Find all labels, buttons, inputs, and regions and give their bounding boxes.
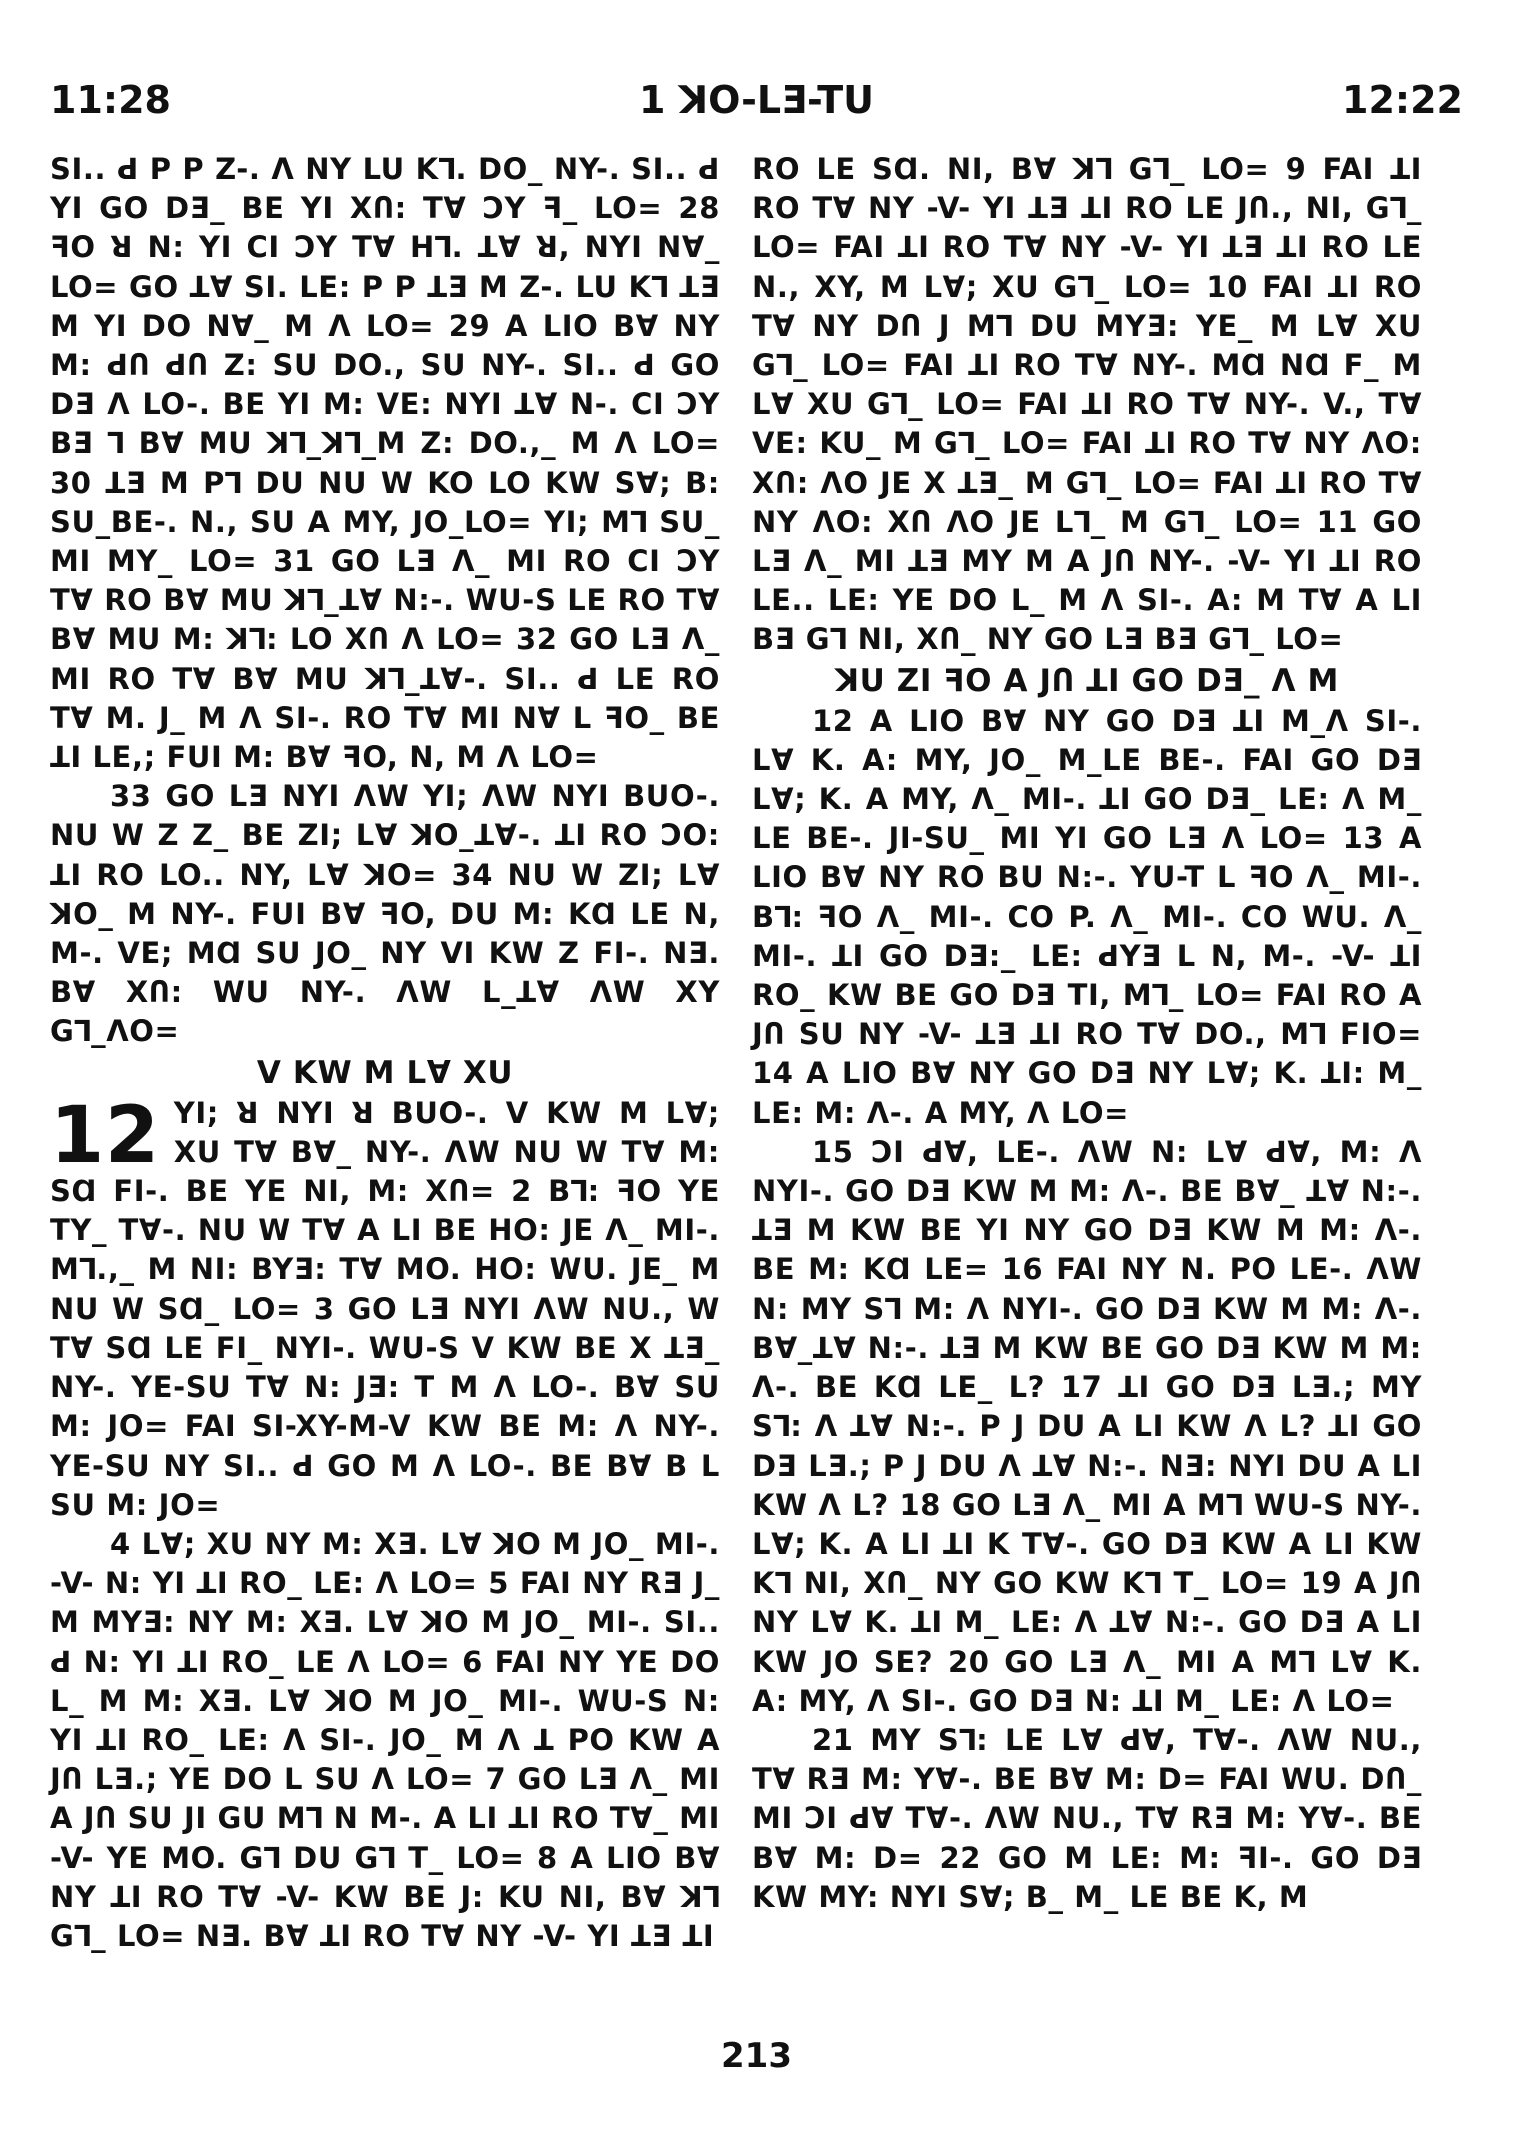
page-number: 213 bbox=[721, 2036, 792, 2076]
header-book-title: 1 ꓘO-LƎ-TU bbox=[638, 78, 875, 122]
chapter-block bbox=[50, 1090, 720, 1525]
header-right-reference: 12:22 bbox=[1342, 78, 1463, 122]
paragraph: YI; ꓤ NYI ꓤ BUO-. V KW M LⱯ; XU TⱯ BⱯ_ NY-. ɅW NU W TⱯ M: SⱭ FI-. BE YE NI, M: XՈ= 2 Bꓶ: ꟻO YE TY_ TⱯ-. NU W TⱯ A LI BE HO: JE Λ_ MI-. Mꓶ.,_ M NI: BYƎ: TⱯ MO. HO: WU. JE_ M NU W SⱭ_ LO= 3 GO LƎ NYI ɅW NU., W TⱯ SⱭ LE FI_ NYI-. WU-S V KW BE X ꓕƎ_ NY-. YE-SU TⱯ N: JƎ: T M Λ LO-. BⱯ SU M: JO= FAI SI-XY-M-V KW BE M: Λ NY-. YE-SU NY SI.. ꓒ GO M Λ LO-. BE BⱯ B L SU M: JO= bbox=[50, 1095, 720, 1522]
paragraph: 15 ƆI ꓒⱯ, LE-. ɅW N: LⱯ ꓒⱯ, M: Λ NYI-. GO DƎ KW M M: Λ-. BE BⱯ_ ꓕⱯ N:-. ꓕƎ M KW BE YI NY GO DƎ KW M M: Λ-. BE M: KⱭ LE= 16 FAI NY N. PO LE-. ɅW N: MY Sꓶ M: Λ NYI-. GO DƎ KW M M: Λ-. BⱯ_ꓕⱯ N:-. ꓕƎ M KW BE GO DƎ KW M M: Λ-. BE KⱭ LE_ L? 17 ꓕI GO DƎ LƎ.; MY Sꓶ: Λ ꓕⱯ N:-. P J DU A LI KW Λ L? ꓕI GO DƎ LƎ.; P J DU Λ ꓕⱯ N:-. NƎ: NYI DU A LI KW Λ L? 18 GO LƎ Λ_ MI A Mꓶ WU-S NY-. LⱯ; K. A LI ꓕI K TⱯ-. GO DƎ KW A LI KW Kꓶ NI, XՈ_ NY GO KW Kꓶ T_ LO= 19 A JՈ NY LⱯ K. ꓕI M_ LE: Λ ꓕⱯ N:-. GO DƎ A LI KW JO SE? 20 GO LƎ Λ_ MI A Mꓶ LⱯ K. A: MY, Λ SI-. GO DƎ N: ꓕI M_ LE: Λ LO= bbox=[752, 1134, 1422, 1718]
paragraph: RO LE SⱭ. NI, BⱯ ꓘꓶ Gꓶ_ LO= 9 FAI ꓕI RO TⱯ NY -V- YI ꓕƎ ꓕI RO LE JՈ., NI, Gꓶ_ LO= FAI ꓕI RO TⱯ NY -V- YI ꓕƎ ꓕI RO LE N., XY, M LⱯ; XU Gꓶ_ LO= 10 FAI ꓕI RO TⱯ NY DՈ J Mꓶ DU MYƎ: YE_ M LⱯ XU Gꓶ_ LO= FAI ꓕI RO TⱯ NY-. MⱭ NⱭ F_ M LⱯ XU Gꓶ_ LO= FAI ꓕI RO TⱯ NY-. V., TⱯ VE: KU_ M Gꓶ_ LO= FAI ꓕI RO TⱯ NY ɅO: XՈ: ɅO JE X ꓕƎ_ M Gꓶ_ LO= FAI ꓕI RO TⱯ NY ɅO: XՈ ɅO JE Lꓶ_ M Gꓶ_ LO= 11 GO LƎ Λ_ MI ꓕƎ MY M A JՈ NY-. -V- YI ꓕI RO LE.. LE: YE DO L_ M Λ SI-. A: M TⱯ A LI BƎ Gꓶ NI, XՈ_ NY GO LƎ BƎ Gꓶ_ LO= bbox=[752, 152, 1422, 657]
left-column bbox=[50, 150, 720, 1956]
paragraph: SI.. ꓒ P P Z-. Λ NY LU Kꓶ. DO_ NY-. SI.. ꓒ YI GO DƎ_ BE YI XՈ: TⱯ ƆY ꟻ_ LO= 28 ꟻO ꓤ N: YI CI ƆY TⱯ Hꓶ. ꓕⱯ ꓤ, NYI NⱯ_ LO= GO ꓕⱯ SI. LE: P P ꓕƎ M Z-. LU Kꓶ ꓕƎ M YI DO NⱯ_ M Λ LO= 29 A LIO BⱯ NY M: ꓒՈ ꓒՈ Z: SU DO., SU NY-. SI.. ꓒ GO DƎ Λ LO-. BE YI M: VE: NYI ꓕⱯ N-. CI ƆY BƎ ꓶ BⱯ MU ꓘꓶ_ꓘꓶ_M Z: DO.,_ M Λ LO= 30 ꓕƎ M Pꓶ DU NU W KO LO KW SⱯ; B: SU_BE-. N., SU A MY, JO_LO= YI; Mꓶ SU_ MI MY_ LO= 31 GO LƎ Λ_ MI RO CI ƆY TⱯ RO BⱯ MU ꓘꓶ_ꓕⱯ N:-. WU-S LE RO TⱯ BⱯ MU M: ꓘꓶ: LO XՈ Λ LO= 32 GO LƎ Λ_ MI RO TⱯ BⱯ MU ꓘꓶ_ꓕⱯ-. SI.. ꓒ LE RO TⱯ M. J_ M Λ SI-. RO TⱯ MI NⱯ L ꟻO_ BE ꓕI LE,; FUI M: BⱯ ꟻO, N, M Λ LO= bbox=[50, 152, 720, 775]
paragraph: 21 MY Sꓶ: LE LⱯ ꓒⱯ, TⱯ-. ɅW NU., TⱯ RƎ M: YⱯ-. BE BⱯ M: D= FAI WU. DՈ_ MI ƆI ꓒⱯ TⱯ-. ɅW NU., TⱯ RƎ M: YⱯ-. BE BⱯ M: D= 22 GO M LE: M: ꟻI-. GO DƎ KW MY: NYI SⱯ; B_ M_ LE BE K, M bbox=[752, 1722, 1422, 1914]
right-column bbox=[752, 150, 1422, 1917]
running-header bbox=[50, 78, 1463, 128]
section-heading: ꓘU ZI ꟻO A JՈ ꓕI GO DƎ_ Λ M bbox=[835, 662, 1339, 699]
chapter-number: 12 bbox=[50, 1090, 160, 1181]
paragraph: 12 A LIO BⱯ NY GO DƎ ꓕI M_Λ SI-. LⱯ K. A: MY, JO_ M_LE BE-. FAI GO DƎ LⱯ; K. A MY, Λ_ MI-. ꓕI GO DƎ_ LE: Λ M_ LE BE-. JI-SU_ MI YI GO LƎ Λ LO= 13 A LIO BⱯ NY RO BU N:-. YU-T L ꟻO Λ_ MI-. Bꓶ: ꟻO Λ_ MI-. CO P. Λ_ MI-. CO WU. Λ_ MI-. ꓕI GO DƎ:_ LE: ꓒYƎ L N, M-. -V- ꓕI RO_ KW BE GO DƎ TI, Mꓶ_ LO= FAI RO A JՈ SU NY -V- ꓕƎ ꓕI RO TⱯ DO., Mꓶ FIO= 14 A LIO BⱯ NY GO DƎ NY LⱯ; K. ꓕI: M_ LE: M: Λ-. A MY, Λ LO= bbox=[752, 703, 1423, 1130]
section-heading: V KW M LⱯ XU bbox=[256, 1054, 514, 1091]
paragraph: 4 LⱯ; XU NY M: XƎ. LⱯ ꓘO M JO_ MI-. -V- N: YI ꓕI RO_ LE: Λ LO= 5 FAI NY RƎ J_ M MYƎ: NY M: XƎ. LⱯ ꓘO M JO_ MI-. SI.. ꓒ N: YI ꓕI RO_ LE Λ LO= 6 FAI NY YE DO L_ M M: XƎ. LⱯ ꓘO M JO_ MI-. WU-S N: YI ꓕI RO_ LE: Λ SI-. JO_ M Λ ꓕ PO KW A JՈ LƎ.; YE DO L SU Λ LO= 7 GO LƎ Λ_ MI A JՈ SU JI GU Mꓶ N M-. A LI ꓕI RO TⱯ_ MI -V- YE MO. Gꓶ DU Gꓶ T_ LO= 8 A LIO BⱯ NY ꓕI RO TⱯ -V- KW BE J: KU NI, BⱯ ꓘꓶ Gꓶ_ LO= NƎ. BⱯ ꓕI RO TⱯ NY -V- YI ꓕƎ ꓕI bbox=[50, 1526, 720, 1953]
paragraph: 33 GO LƎ NYI ɅW YI; ɅW NYI BUO-. NU W Z Z_ BE ZI; LⱯ ꓘO_ꓕⱯ-. ꓕI RO ƆO: ꓕI RO LO.. NY, LⱯ ꓘO= 34 NU W ZI; LⱯ ꓘO_ M NY-. FUI BⱯ ꟻO, DU M: KⱭ LE N, M-. VE; MⱭ SU JO_ NY VI KW Z FI-. NƎ. BⱯ XՈ: WU NY-. ɅW L_ꓕⱯ ɅW XY Gꓶ_ɅO= bbox=[50, 779, 720, 1049]
header-left-reference: 11:28 bbox=[50, 78, 171, 122]
